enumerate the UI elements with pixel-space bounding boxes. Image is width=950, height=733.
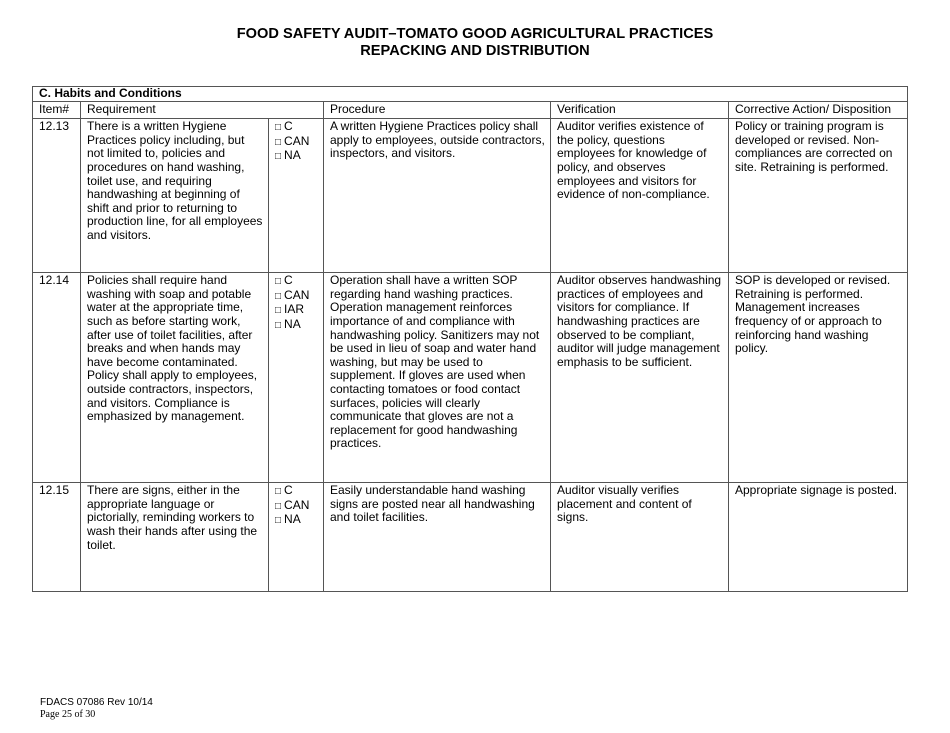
corrective-action-text: Policy or training program is developed or revised. Non-compliances are corrected on site. Retraining is performed. bbox=[729, 119, 908, 273]
checkbox-icon: □ bbox=[275, 500, 282, 512]
requirement-text: Policies shall require hand washing with soap and potable water at the appropriate time, such as before starting work, after use of toilet facilities, after breaks and when hands may have become contaminated. Policy shall apply to employees, outside contractors, inspectors, and visitors. Compliance is emphasized by management. bbox=[81, 273, 269, 483]
option-na[interactable]: □ NA bbox=[275, 148, 301, 163]
header-requirement: Requirement bbox=[81, 101, 324, 119]
page-footer bbox=[40, 697, 153, 721]
checkbox-icon: □ bbox=[275, 319, 282, 331]
table-header-row bbox=[33, 101, 908, 119]
document-title bbox=[0, 26, 950, 60]
option-na[interactable]: □ NA bbox=[275, 512, 301, 527]
checkbox-icon: □ bbox=[275, 486, 282, 498]
header-item: Item# bbox=[33, 101, 81, 119]
compliance-options bbox=[269, 273, 324, 483]
checkbox-icon: □ bbox=[275, 122, 282, 134]
option-can[interactable]: □ CAN bbox=[275, 133, 310, 148]
table-row bbox=[33, 273, 908, 483]
checkbox-icon: □ bbox=[275, 515, 282, 527]
header-procedure: Procedure bbox=[324, 101, 551, 119]
item-number: 12.15 bbox=[33, 483, 81, 592]
checkbox-icon: □ bbox=[275, 276, 282, 288]
verification-text: Auditor visually verifies placement and content of signs. bbox=[551, 483, 729, 592]
option-na[interactable]: □ NA bbox=[275, 316, 301, 331]
option-c[interactable]: □ C bbox=[275, 273, 293, 288]
compliance-options bbox=[269, 483, 324, 592]
checkbox-icon: □ bbox=[275, 151, 282, 163]
requirement-text: There are signs, either in the appropriate language or pictorially, reminding workers to wash their hands after using the toilet. bbox=[81, 483, 269, 592]
item-number: 12.14 bbox=[33, 273, 81, 483]
page-number: Page 25 of 30 bbox=[40, 709, 96, 720]
checkbox-icon: □ bbox=[275, 305, 282, 317]
compliance-options bbox=[269, 119, 324, 273]
option-c[interactable]: □ C bbox=[275, 119, 293, 134]
title-line-2: REPACKING AND DISTRIBUTION bbox=[360, 43, 590, 59]
option-c[interactable]: □ C bbox=[275, 483, 293, 498]
audit-table bbox=[32, 86, 908, 592]
section-title: C. Habits and Conditions bbox=[33, 87, 908, 102]
procedure-text: A written Hygiene Practices policy shall apply to employees, outside contractors, inspectors, and visitors. bbox=[324, 119, 551, 273]
requirement-text: There is a written Hygiene Practices policy including, but not limited to, policies and procedures on hand washing, toilet use, and requiring handwashing at beginning of shift and prior to returning to production line, for all employees and visitors. bbox=[81, 119, 269, 273]
verification-text: Auditor verifies existence of the policy, questions employees for knowledge of policy, and observes employees and visitors for evidence of non-compliance. bbox=[551, 119, 729, 273]
option-can[interactable]: □ CAN bbox=[275, 287, 310, 302]
table-row bbox=[33, 119, 908, 273]
header-verification: Verification bbox=[551, 101, 729, 119]
header-corrective-action: Corrective Action/ Disposition bbox=[729, 101, 908, 119]
option-can[interactable]: □ CAN bbox=[275, 497, 310, 512]
checkbox-icon: □ bbox=[275, 290, 282, 302]
procedure-text: Easily understandable hand washing signs are posted near all handwashing and toilet facilities. bbox=[324, 483, 551, 592]
item-number: 12.13 bbox=[33, 119, 81, 273]
title-line-1: FOOD SAFETY AUDIT–TOMATO GOOD AGRICULTURAL PRACTICES bbox=[236, 26, 714, 42]
checkbox-icon: □ bbox=[275, 136, 282, 148]
table-row bbox=[33, 483, 908, 592]
corrective-action-text: SOP is developed or revised. Retraining is performed. Management increases frequency of or approach to reinforcing hand washing policy. bbox=[729, 273, 908, 483]
corrective-action-text: Appropriate signage is posted. bbox=[729, 483, 908, 592]
form-id: FDACS 07086 Rev 10/14 bbox=[40, 697, 153, 708]
verification-text: Auditor observes handwashing practices of employees and visitors for compliance. If handwashing practices are observed to be compliant, auditor will judge management emphasis to be sufficient. bbox=[551, 273, 729, 483]
option-iar[interactable]: □ IAR bbox=[275, 302, 305, 317]
procedure-text: Operation shall have a written SOP regarding hand washing practices. Operation management reinforces importance of and compliance with handwashing policy. Sanitizers may not be used in lieu of soap and water hand washing, but may be used to supplement. If gloves are used when contacting tomatoes or food contact surfaces, policies will clearly communicate that gloves are not a replacement for good handwashing practices. bbox=[324, 273, 551, 483]
